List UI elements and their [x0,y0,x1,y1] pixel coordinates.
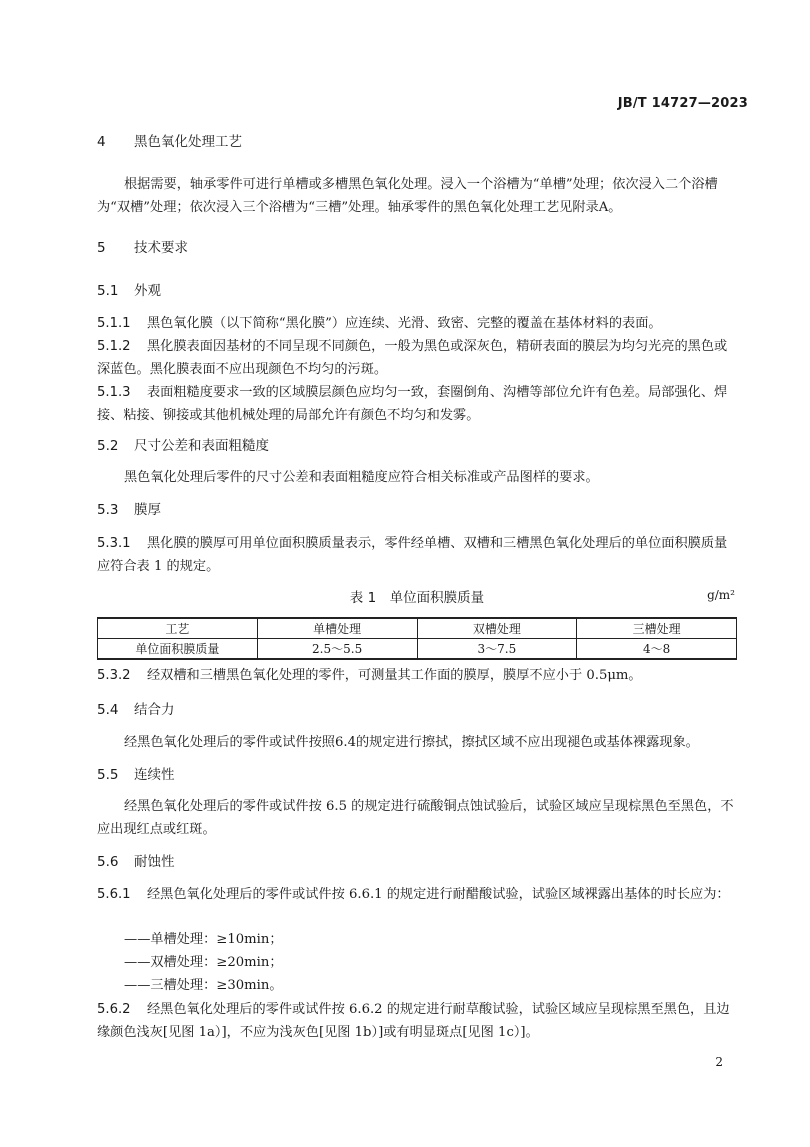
clause-number: 5.3.2 [97,668,131,683]
heading-number: 5.5 [97,767,119,783]
heading-title: 外观 [134,283,161,299]
list-item: ——双槽处理：≥20min； [124,955,283,970]
clause-number: 5.6.2 [97,1002,131,1017]
heading-number: 5.1 [97,283,119,299]
section-5-2-heading [97,435,737,458]
table-title: 表 1 单位面积膜质量 [349,590,485,606]
clause-number: 5.3.1 [97,536,131,551]
section-5-6-heading [97,851,737,874]
standard-number: JB/T 14727—2023 [617,96,748,111]
table-cell: 单位面积膜质量 [98,639,258,660]
section-4-heading [97,131,737,154]
table-header-cell: 双槽处理 [417,618,577,639]
clause-text: 黑化膜的膜厚可用单位面积膜质量表示，零件经单槽、双槽和三槽黑色氧化处理后的单位面积膜质量应符合表 1 的规定。 [97,536,728,574]
heading-number: 5.4 [97,702,119,718]
heading-title: 结合力 [134,702,175,718]
clause-number: 5.6.1 [97,887,131,902]
heading-number: 5.2 [97,438,119,454]
list-item: ——单槽处理：≥10min； [124,932,283,947]
table-cell: 2.5～5.5 [257,639,417,660]
table-header-cell: 单槽处理 [257,618,417,639]
section-5-5-paragraph: 经黑色氧化处理后的零件或试件按 6.5 的规定进行硫酸铜点蚀试验后，试验区域应呈现棕黑色至黑色，不应出现红点或红斑。 [97,799,734,837]
heading-title: 黑色氧化处理工艺 [134,134,242,150]
heading-title: 尺寸公差和表面粗糙度 [134,438,269,454]
table-header-cell: 三槽处理 [577,618,737,639]
page-number: 2 [715,1055,723,1069]
clause-number: 5.1.2 [97,339,131,354]
section-5-4-heading [97,699,737,722]
section-5-1-heading [97,280,737,303]
heading-number: 5 [97,240,106,256]
clause-text: 经黑色氧化处理后的零件或试件按 6.6.1 的规定进行耐醋酸试验，试验区域裸露出基体的时长应为： [147,887,730,902]
list-item: ——三槽处理：≥30min。 [124,978,283,993]
table-cell: 3～7.5 [417,639,577,660]
section-5-4-paragraph: 经黑色氧化处理后的零件或试件按照6.4的规定进行擦拭，擦拭区域不应出现褪色或基体裸露现象。 [124,735,699,750]
heading-number: 4 [97,134,106,150]
clause-5-3-2 [97,664,737,687]
table-header-row [98,618,737,639]
heading-title: 耐蚀性 [134,854,175,870]
heading-title: 技术要求 [134,240,188,256]
table-unit: g/m² [707,588,735,602]
clause-5-1-3 [97,381,737,427]
section-5-5-heading [97,764,737,787]
clause-number: 5.1.3 [97,385,131,400]
heading-title: 连续性 [134,767,175,783]
heading-title: 膜厚 [134,502,161,518]
heading-number: 5.6 [97,854,119,870]
clause-text: 经双槽和三槽黑色氧化处理的零件，可测量其工作面的膜厚，膜厚不应小于 0.5μm。 [147,668,642,683]
clause-number: 5.1.1 [97,316,131,331]
heading-number: 5.3 [97,502,119,518]
film-mass-table [97,617,737,660]
table-cell: 4～8 [577,639,737,660]
clause-5-3-1 [97,532,737,578]
section-4-paragraph: 根据需要，轴承零件可进行单槽或多槽黑色氧化处理。浸入一个浴槽为“单槽”处理；依次浸入二个浴槽为“双槽”处理；依次浸入三个浴槽为“三槽”处理。轴承零件的黑色氧化处理工艺见附录A。 [97,177,718,215]
clause-5-1-1 [97,312,737,335]
table-row [98,639,737,660]
clause-5-6-2 [97,998,737,1044]
clause-text: 黑色氧化膜（以下简称“黑化膜”）应连续、光滑、致密、完整的覆盖在基体材料的表面。 [147,316,662,331]
clause-5-1-2 [97,335,737,381]
section-5-heading [97,237,737,260]
section-5-2-paragraph: 黑色氧化处理后零件的尺寸公差和表面粗糙度应符合相关标准或产品图样的要求。 [124,470,599,485]
clause-text: 表面粗糙度要求一致的区域膜层颜色应均匀一致，套圈倒角、沟槽等部位允许有色差。局部强化、焊接、粘接、铆接或其他机械处理的局部允许有颜色不均匀和发雾。 [97,385,728,423]
clause-text: 经黑色氧化处理后的零件或试件按 6.6.2 的规定进行耐草酸试验，试验区域应呈现棕黑至黑色，且边缘颜色浅灰[见图 1a）]，不应为浅灰色[见图 1b）]或有明显斑点[见图 1c）]。 [97,1002,730,1040]
clause-5-6-1 [97,883,737,906]
section-5-3-heading [97,499,737,522]
table-header-cell: 工艺 [98,618,258,639]
clause-text: 黑化膜表面因基材的不同呈现不同颜色，一般为黑色或深灰色，精研表面的膜层为均匀光亮的黑色或深蓝色。黑化膜表面不应出现颜色不均匀的污斑。 [97,339,728,377]
